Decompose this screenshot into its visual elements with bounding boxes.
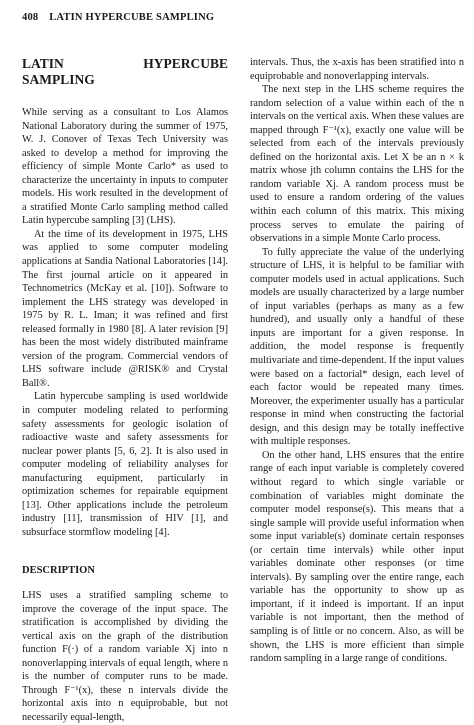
paragraph: On the other hand, LHS ensures that the entire range of each input variable is completely covered without regard to which single variable or combination of variables might dominate the computer model response(s). This means that a single sample will provide useful information when some input variable(s) dominate certain responses (or certain time intervals) while other input variables dominate other responses (or time intervals). By sampling over the entire range, each variable has the opportunity to show up as important, if it indeed is important. If an input variable is not important, then the method of sampling is of little or no concern. Also, as will be shown, the LHS is more efficient than simple random sampling in a large range of conditions. [250,449,464,665]
running-head [22,12,222,23]
section-heading: DESCRIPTION [22,564,95,576]
paragraph: LHS uses a stratified sampling scheme to improve the coverage of the input space. The stratification is accomplished by dividing the vertical axis on the graph of the distribution function F(·) of a random variable Xj into n nonoverlapping intervals of equal length, where n is the number of computer runs to be made. Through F⁻¹(x), these n intervals divide the horizontal axis into n equiprobable, but not necessarily equal-length, [22,590,228,723]
right-column [250,56,464,666]
paragraph: The next step in the LHS scheme requires the random selection of a value within each of the n intervals on the vertical axis. When these values are mapped through F⁻¹(x), exactly one value will be selected from each of the intervals previously defined on the horizontal axis. Let X be an n × k matrix whose jth column contains the LHS for the random variable Xj. A random process must be used to ensure a random ordering of the values within each column of this matrix. This mixing process serves to emulate the pairing of observations in a simple Monte Carlo process. [250,84,464,245]
page-number: 408 [22,12,39,23]
running-title: LATIN HYPERCUBE SAMPLING [49,12,215,23]
paragraph: To fully appreciate the value of the underlying structure of LHS, it is helpful to be familiar with computer models used in actual applications. Such models are usually characterized by a large number of input variables (perhaps as many as a few hundred), and usually only a handful of these inputs are important for a given response. In addition, the model response is frequently multivariate and time-dependent. If the input values were based on a factorial* design, each level of each factor would be repeated many times. Moreover, the experimenter usually has a particular response in mind when constructing the factorial design, and this design may be totally ineffective with multiple responses. [250,246,464,448]
paragraph: While serving as a consultant to Los Alamos National Laboratory during the summer of 1975, W. J. Conover of Texas Tech University was asked to develop a method for improving the efficiency of simple Monte Carlo* as used to characterize the uncertainty in inputs to computer models. His work resulted in the development of a stratified Monte Carlo sampling method called Latin hypercube sampling [3] (LHS). [22,107,228,227]
paragraph: Latin hypercube sampling is used worldwide in computer modeling related to performing safety assessments for geologic isolation of radioactive waste and safety assessments for nuclear power plants [5, 6, 2]. It is also used in computer modeling of reliability analyses for manufacturing equipment, particularly in optimization schemes for repairable equipment [13]. Other applications include the petroleum industry [11], transmission of HIV [1], and subsurface stormflow modeling [4]. [22,391,228,538]
paragraph: intervals. Thus, the x-axis has been stratified into n equiprobable and nonoverlapping intervals. [250,57,464,82]
paragraph: At the time of its development in 1975, LHS was applied to some computer modeling applications at Sandia National Laboratories [14]. The first journal article on it appeared in Technometrics (McKay et al. [10]). Software to implement the LHS strategy was developed in 1975 by R. L. Iman; it was refined and first released formally in 1980 [8]. A later revision [9] has been the most widely distributed mainframe version of the program. Commercial vendors of LHS software include @RISK® and Crystal Ball®. [22,228,228,389]
article-title: LATIN HYPERCUBE SAMPLING [22,56,228,87]
left-column [22,56,228,725]
